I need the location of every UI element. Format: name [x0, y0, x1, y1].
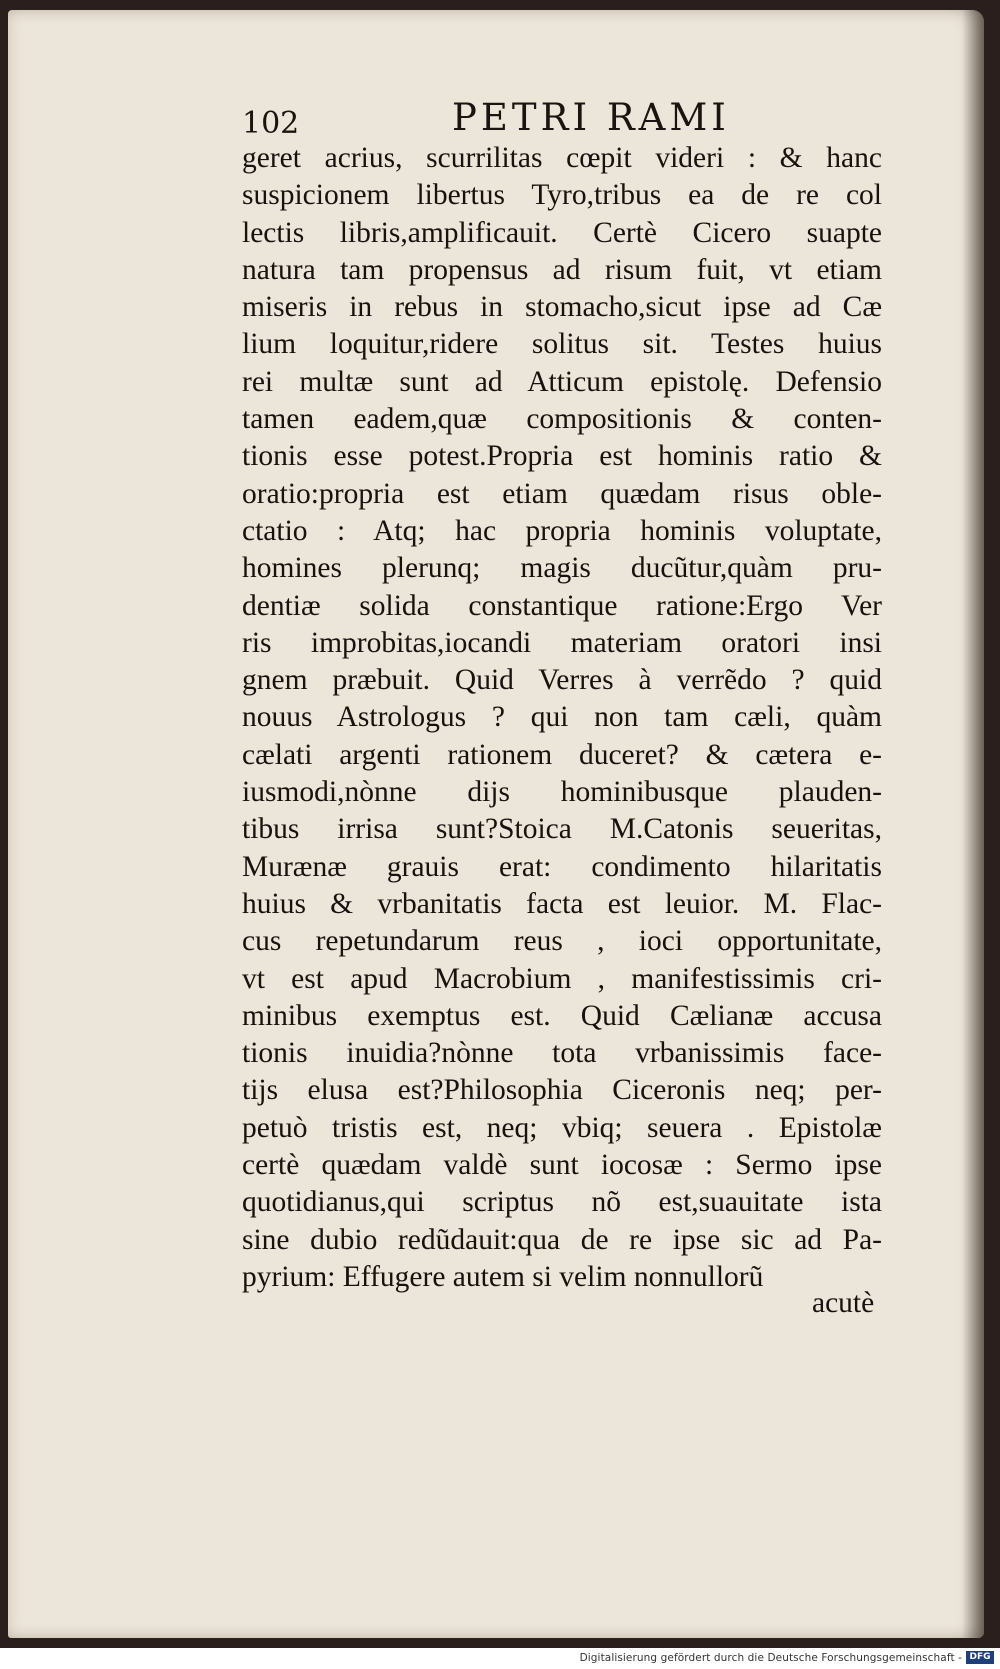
dfg-logo: DFG	[966, 1651, 994, 1664]
text-line: tijs elusa est?Philosophia Ciceronis neq; per-	[242, 1074, 882, 1107]
text-line: natura tam propensus ad risum fuit, vt etiam	[242, 253, 882, 286]
page-header	[242, 96, 742, 146]
text-line: tibus irrisa sunt?Stoica M.Catonis seueritas,	[242, 813, 882, 846]
text-line: pyrium: Effugere autem si velim nonnullorũ	[242, 1260, 764, 1293]
page-number: 102	[242, 106, 300, 141]
footer-credit: Digitalisierung gefördert durch die Deutsche Forschungsgemeinschaft -	[579, 1652, 962, 1664]
text-line: cus repetundarum reus , ioci opportunitate,	[242, 925, 882, 958]
text-line: tionis esse potest.Propria est hominis ratio &	[242, 440, 882, 473]
text-line: tamen eadem,quæ compositionis & conten-	[242, 403, 882, 436]
text-line: nouus Astrologus ? qui non tam cæli, quàm	[242, 701, 882, 734]
text-line: oratio:propria est etiam quædam risus oble-	[242, 477, 882, 510]
body-text	[242, 140, 882, 1296]
text-line: minibus exemptus est. Quid Cælianæ accusa	[242, 999, 882, 1032]
text-line: huius & vrbanitatis facta est leuior. M. Flac-	[242, 887, 882, 920]
text-line: cælati argenti rationem duceret? & cætera e-	[242, 738, 882, 771]
text-line: homines plerunq; magis ducũtur,quàm pru-	[242, 552, 882, 585]
text-line: quotidianus,qui scriptus nõ est,suauitate ista	[242, 1186, 882, 1219]
text-line: lium loquitur,ridere solitus sit. Testes huius	[242, 328, 882, 361]
text-line: suspicionem libertus Tyro,tribus ea de re col	[242, 179, 882, 212]
text-line: Murænæ grauis erat: condimento hilaritatis	[242, 850, 882, 883]
text-line: lectis libris,amplificauit. Certè Cicero suapte	[242, 216, 882, 249]
text-line: sine dubio redũdauit:qua de re ipse sic ad Pa-	[242, 1223, 882, 1256]
text-line: iusmodi,nònne dijs hominibusque plauden-	[242, 776, 882, 809]
text-line: gnem præbuit. Quid Verres à verrẽdo ? quid	[242, 664, 882, 697]
text-line: ctatio : Atq; hac propria hominis voluptate,	[242, 514, 882, 547]
text-line: rei multæ sunt ad Atticum epistolę. Defensio	[242, 365, 882, 398]
running-head: PETRI RAMI	[452, 96, 730, 139]
text-line: geret acrius, scurrilitas cœpit videri : & hanc	[242, 142, 882, 174]
text-line: certè quædam valdè sunt iocosæ : Sermo ipse	[242, 1149, 882, 1182]
text-line: ris improbitas,iocandi materiam oratori insi	[242, 626, 882, 659]
text-line: vt est apud Macrobium , manifestissimis cri-	[242, 962, 882, 995]
text-line: dentiæ solida constantique ratione:Ergo Ver	[242, 589, 882, 622]
text-line: tionis inuidia?nònne tota vrbanissimis face-	[242, 1037, 882, 1070]
catchword: acutè	[812, 1287, 875, 1319]
text-line: miseris in rebus in stomacho,sicut ipse ad Cæ	[242, 291, 882, 324]
text-line: petuò tristis est, neq; vbiq; seuera . Epistolæ	[242, 1111, 882, 1144]
page-edge-shadow	[962, 10, 984, 1638]
